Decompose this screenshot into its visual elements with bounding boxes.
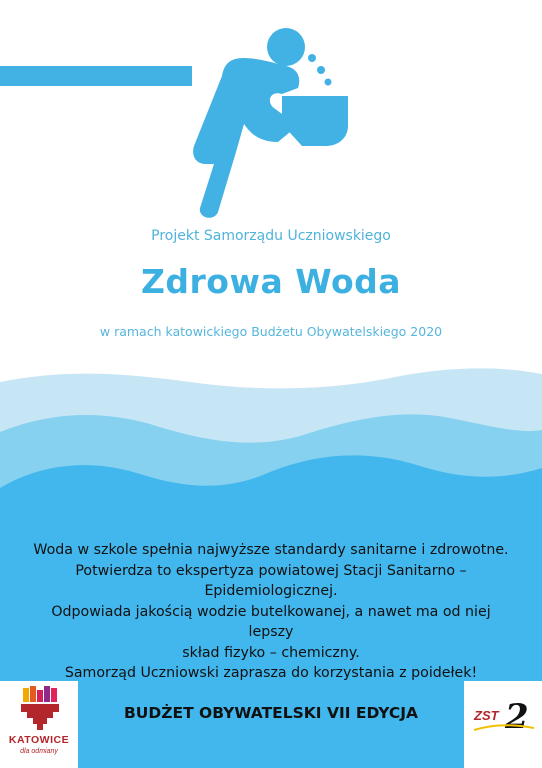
person-head-shape: [267, 28, 305, 66]
school-logo-swoosh: [474, 724, 534, 734]
body-line: Samorząd Uczniowski zaprasza do korzystania z poidełek!: [64, 665, 478, 681]
top-bar: [0, 66, 192, 86]
body-text: [30, 540, 512, 684]
budget-edition-label: BUDŻET OBYWATELSKI VII EDYCJA: [123, 704, 419, 722]
katowice-logo-tagline: dla odmiany: [20, 748, 58, 755]
water-drop: [308, 54, 316, 62]
body-line: skład fizyko – chemiczny.: [182, 644, 360, 661]
body-line: Woda w szkole spełnia najwyższe standardy sanitarne i zdrowotne.: [33, 542, 509, 558]
water-drop: [317, 66, 325, 74]
water-drop: [325, 79, 332, 86]
school-logo-letters: ZST: [474, 708, 499, 723]
project-subtitle: Projekt Samorządu Uczniowskiego: [151, 228, 391, 244]
katowice-logo: [19, 686, 61, 732]
page-title: Zdrowa Woda: [140, 262, 402, 301]
footer-bar: [78, 681, 464, 768]
person-body-shape: [193, 58, 299, 218]
body-line: Potwierdza to ekspertyza powiatowej Stacji Sanitarno – Epidemiologicznej.: [75, 562, 467, 599]
drinking-fountain-icon: [186, 24, 358, 224]
katowice-logo-text: KATOWICE: [8, 734, 70, 746]
project-tagline: w ramach katowickiego Budżetu Obywatelskiego 2020: [99, 324, 443, 339]
school-logo-number: 2: [505, 697, 529, 737]
body-line: Odpowiada jakością wodzie butelkowanej, a nawet ma od niej lepszy: [51, 603, 491, 640]
